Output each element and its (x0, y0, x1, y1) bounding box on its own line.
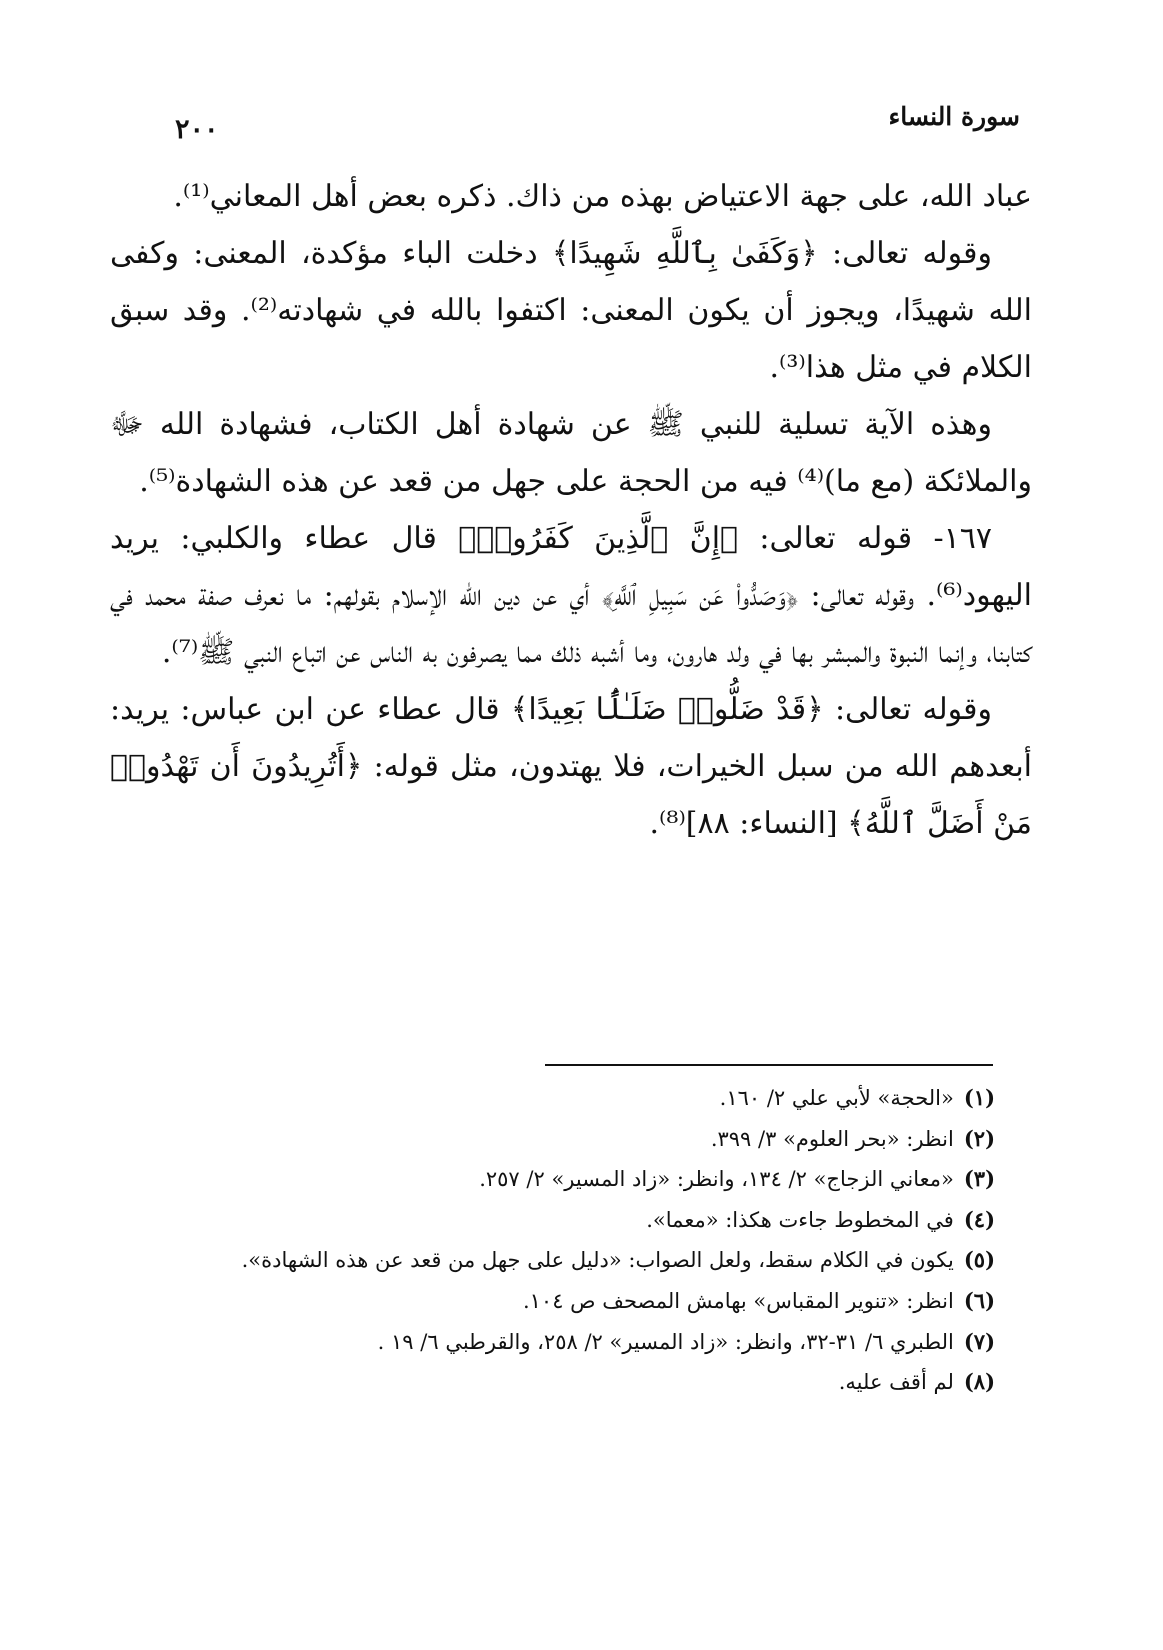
footnote-number: (١) (963, 1085, 995, 1110)
footnote-text: «معاني الزجاج» ٢/ ١٣٤، وانظر: «زاد المسير» ٢/ ٢٥٧. (479, 1167, 954, 1192)
footnote-number: (٣) (963, 1166, 995, 1192)
footnote-number: (٧) (963, 1328, 995, 1354)
footnote-item (100, 1119, 995, 1160)
footnote-item (100, 1200, 995, 1241)
page-header (175, 92, 1020, 145)
surah-title: سورة النساء (888, 102, 1020, 131)
footnote-number: (٥) (963, 1247, 995, 1273)
page-number: ٢٠٠ (175, 114, 219, 145)
paragraph: وقوله تعالى: ﴿قَدْ ضَلُّوا۟ ضَلَـٰلًۢا بَعِيدًا﴾ قال عطاء عن ابن عباس: يريد: أبعدهم الله من سبل الخيرات، فلا يهتدون، مثل قوله: ﴿أَتُرِيدُونَ أَن تَهْدُوا۟ مَنْ أَضَلَّ ٱللَّهُ﴾ [النساء: ٨٨]⁽⁸⁾. (110, 692, 1032, 841)
footnote-number: (٦) (963, 1287, 995, 1313)
paragraph: وقوله تعالى: ﴿وَكَفَىٰ بِٱللَّهِ شَهِيدًا﴾ دخلت الباء مؤكدة، المعنى: وكفى الله شهيدًا، ويجوز أن يكون المعنى: اكتفوا بالله في شهادته⁽²⁾. وقد سبق الكلام في مثل هذا⁽³⁾. (110, 236, 1032, 385)
footnote-item (100, 1362, 995, 1403)
footnote-separator (545, 1064, 993, 1066)
footnote-text: لم أقف عليه. (838, 1370, 954, 1395)
footnote-item (100, 1159, 995, 1200)
footnote-text: الطبري ٦/ ٣١-٣٢، وانظر: «زاد المسير» ٢/ ٢٥٨، والقرطبي ٦/ ١٩ . (377, 1329, 954, 1354)
footnote-number: (٢) (963, 1125, 995, 1151)
footnote-item (100, 1281, 995, 1322)
footnote-item (100, 1078, 995, 1119)
footnote-text: يكون في الكلام سقط، ولعل الصواب: «دليل على جهل من قعد عن هذه الشهادة». (241, 1248, 954, 1273)
footnote-text: في المخطوط جاءت هكذا: «معما». (646, 1207, 954, 1232)
footnote-text: «الحجة» لأبي علي ٢/ ١٦٠. (719, 1086, 954, 1110)
paragraph: عباد الله، على جهة الاعتياض بهذه من ذاك. ذكره بعض أهل المعاني⁽¹⁾. (173, 179, 1032, 214)
footnote-number: (٨) (963, 1369, 995, 1395)
footnote-text: انظر: «بحر العلوم» ٣/ ٣٩٩. (710, 1126, 954, 1151)
footnote-item (100, 1240, 995, 1281)
paragraph: وهذه الآية تسلية للنبي ﷺ عن شهادة أهل الكتاب، فشهادة الله ﷻ والملائكة (مع ما)⁽⁴⁾ فيه من الحجة على جهل من قعد عن هذه الشهادة⁽⁵⁾. (110, 407, 1032, 499)
footnotes (100, 1078, 995, 1403)
paragraph: ١٦٧- قوله تعالى: ﴿إِنَّ ٱلَّذِينَ كَفَرُوا۟﴾ قال عطاء والكلبي: يريد اليهود⁽⁶⁾. وقوله تعالى: ﴿وَصَدُّوا۟ عَن سَبِيلِ ٱللَّهِ﴾ أي عن دين الله الإسلام بقولهم: ما نعرف صفة محمد في كتابنا، وإنما النبوة والمبشر بها في ولد هارون، وما أشبه ذلك مما يصرفون به الناس عن اتباع النبي ﷺ⁽⁷⁾. (110, 521, 1032, 670)
footnote-text: انظر: «تنوير المقباس» بهامش المصحف ص ١٠٤. (522, 1288, 954, 1313)
footnote-item (100, 1322, 995, 1363)
main-text (110, 168, 1032, 852)
footnote-number: (٤) (963, 1206, 995, 1232)
